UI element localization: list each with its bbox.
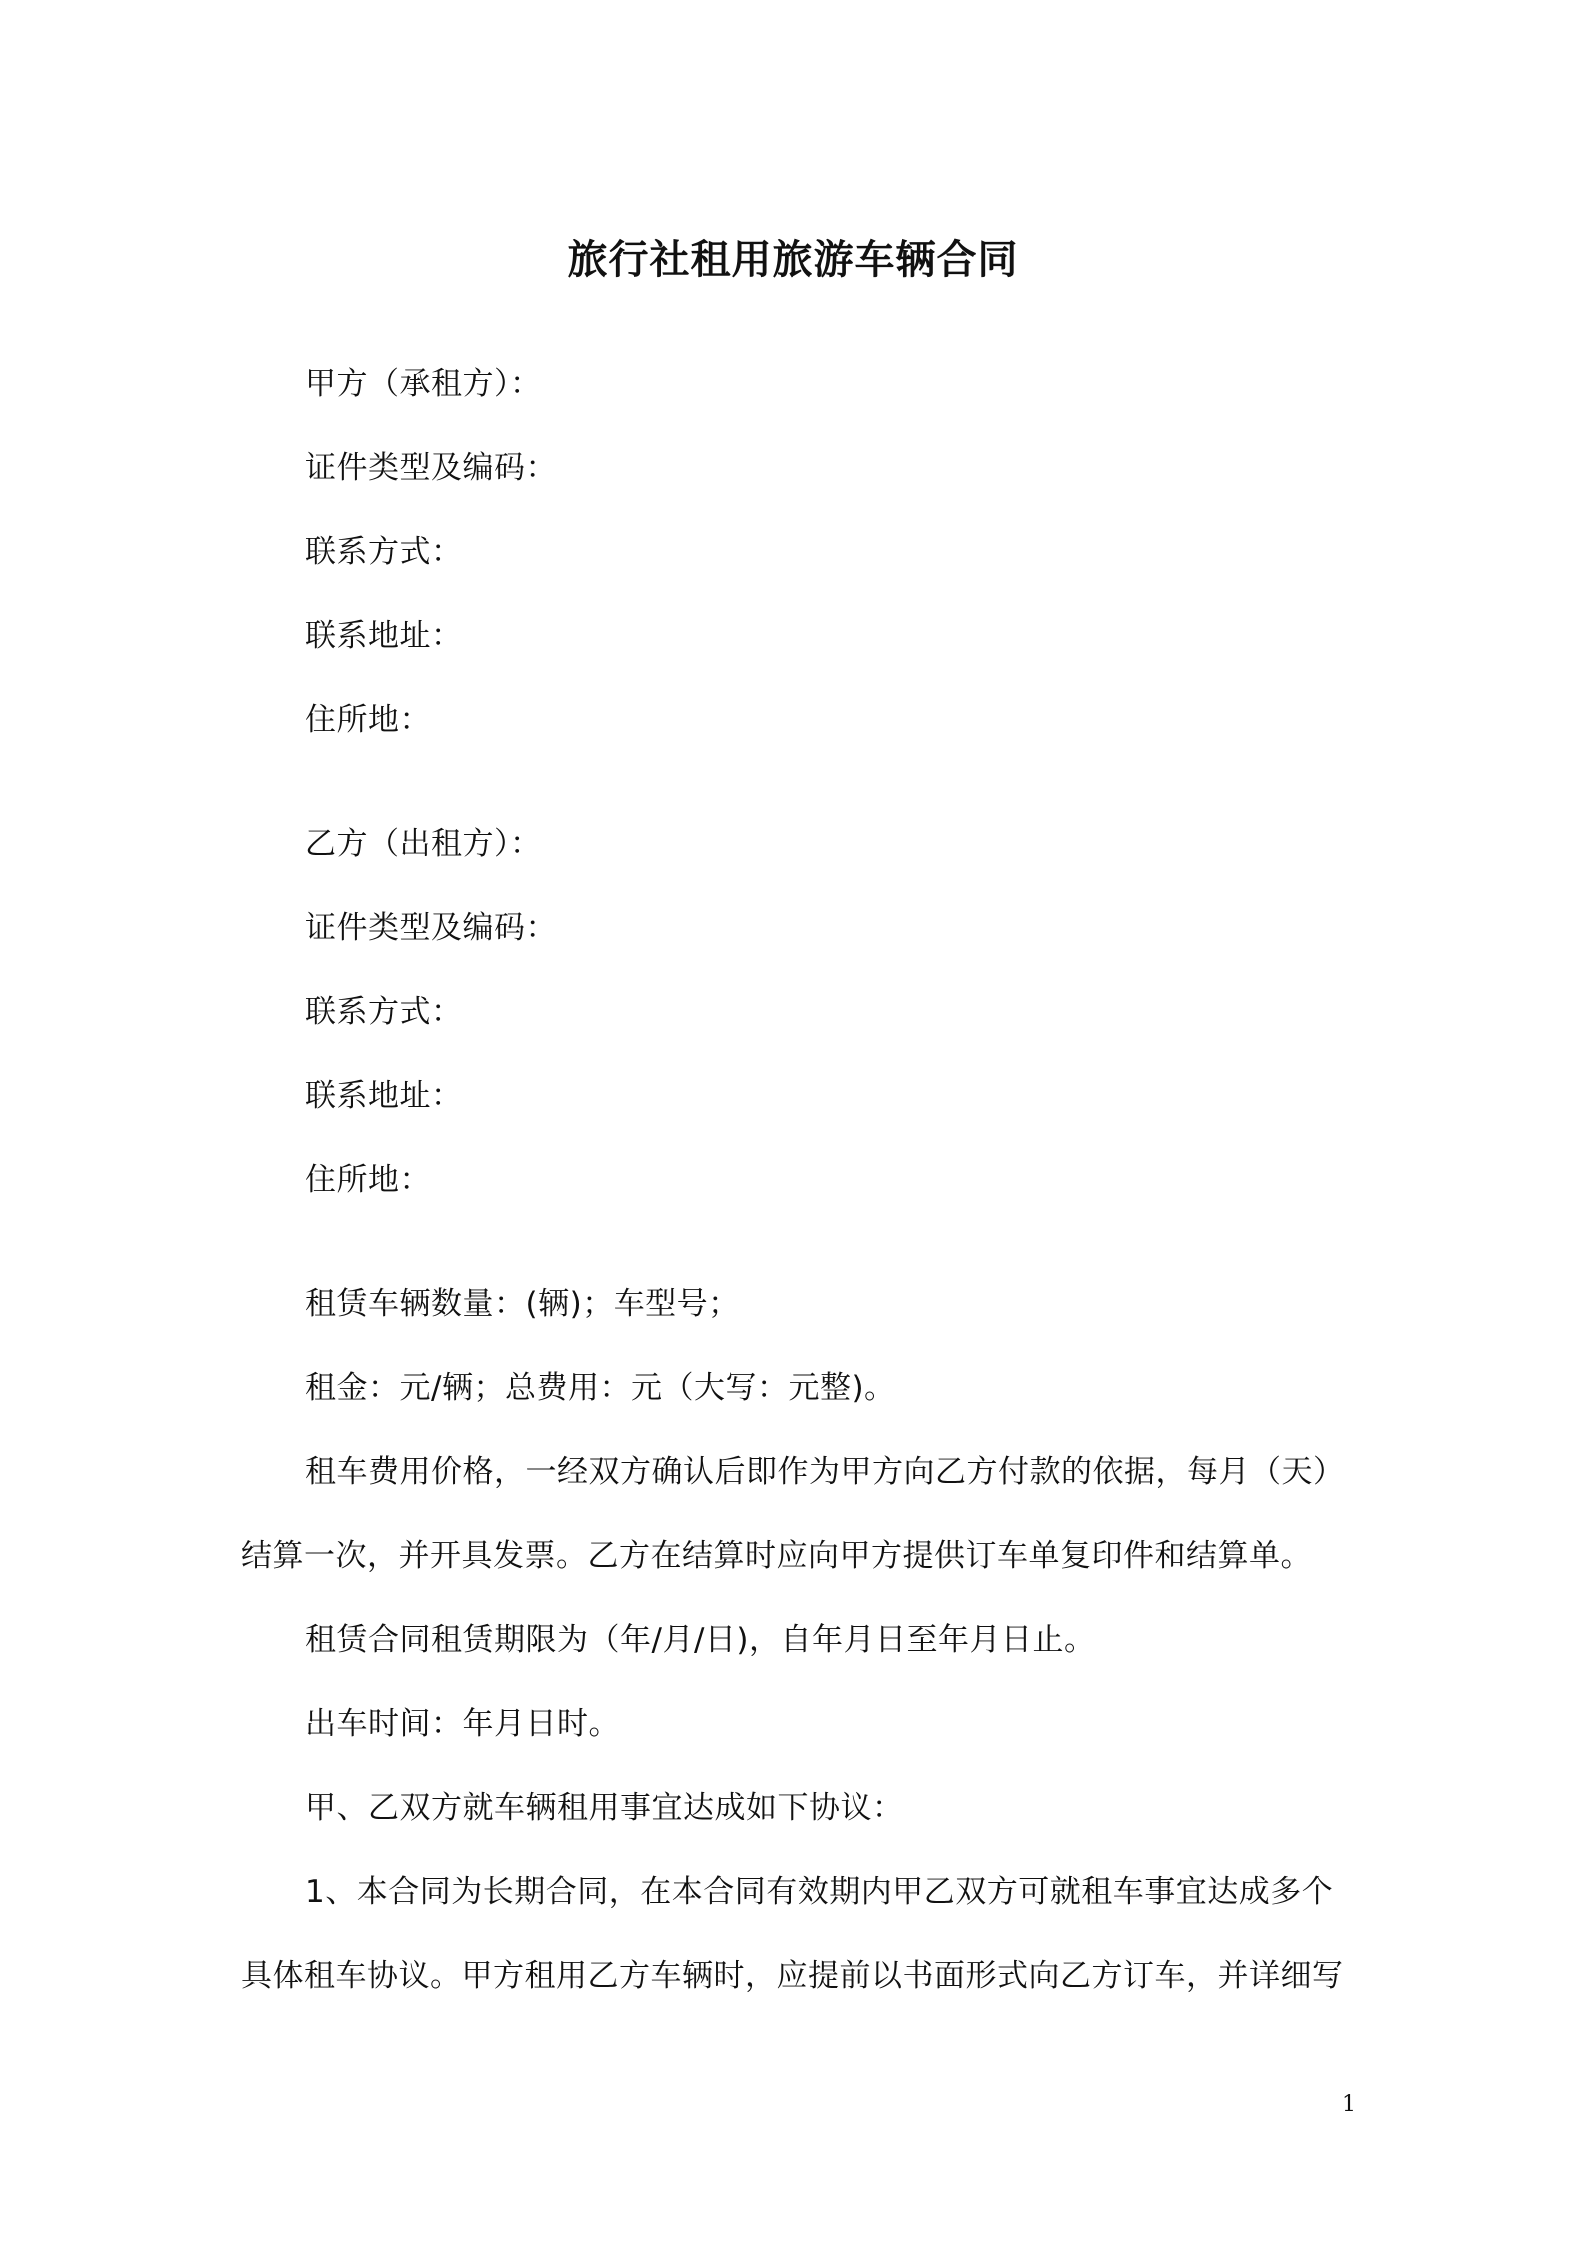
document-title: 旅行社租用旅游车辆合同 bbox=[567, 237, 1019, 283]
clause-1-line-1: 1、本合同为长期合同，在本合同有效期内甲乙双方可就租车事宜达成多个 bbox=[305, 1874, 1334, 1910]
party-a-address-label: 联系地址： bbox=[305, 618, 463, 654]
party-b-heading: 乙方（出租方）： bbox=[305, 826, 542, 862]
party-b-contact-label: 联系方式： bbox=[305, 994, 463, 1030]
party-b-domicile-label: 住所地： bbox=[305, 1162, 431, 1198]
departure-time-line: 出车时间：年月日时。 bbox=[305, 1706, 620, 1742]
party-a-contact-label: 联系方式： bbox=[305, 534, 463, 570]
settlement-line-1: 租车费用价格，一经双方确认后即作为甲方向乙方付款的依据，每月（天） bbox=[305, 1454, 1345, 1490]
party-a-id-label: 证件类型及编码： bbox=[305, 450, 557, 486]
party-b-address-label: 联系地址： bbox=[305, 1078, 463, 1114]
vehicle-quantity-line: 租赁车辆数量：(辆)；车型号； bbox=[305, 1286, 740, 1322]
settlement-line-2: 结算一次，并开具发票。乙方在结算时应向甲方提供订车单复印件和结算单。 bbox=[241, 1538, 1312, 1574]
lease-period-line: 租赁合同租赁期限为（年/月/日)，自年月日至年月日止。 bbox=[305, 1622, 1096, 1658]
page-number: 1 bbox=[1342, 2092, 1356, 2117]
party-b-id-label: 证件类型及编码： bbox=[305, 910, 557, 946]
clause-1-line-2: 具体租车协议。甲方租用乙方车辆时，应提前以书面形式向乙方订车，并详细写 bbox=[241, 1958, 1344, 1994]
party-a-domicile-label: 住所地： bbox=[305, 702, 431, 738]
party-a-heading: 甲方（承租方）： bbox=[305, 366, 542, 402]
rent-line: 租金：元/辆；总费用：元（大写：元整)。 bbox=[305, 1370, 896, 1406]
agreement-intro-line: 甲、乙双方就车辆租用事宜达成如下协议： bbox=[305, 1790, 904, 1826]
